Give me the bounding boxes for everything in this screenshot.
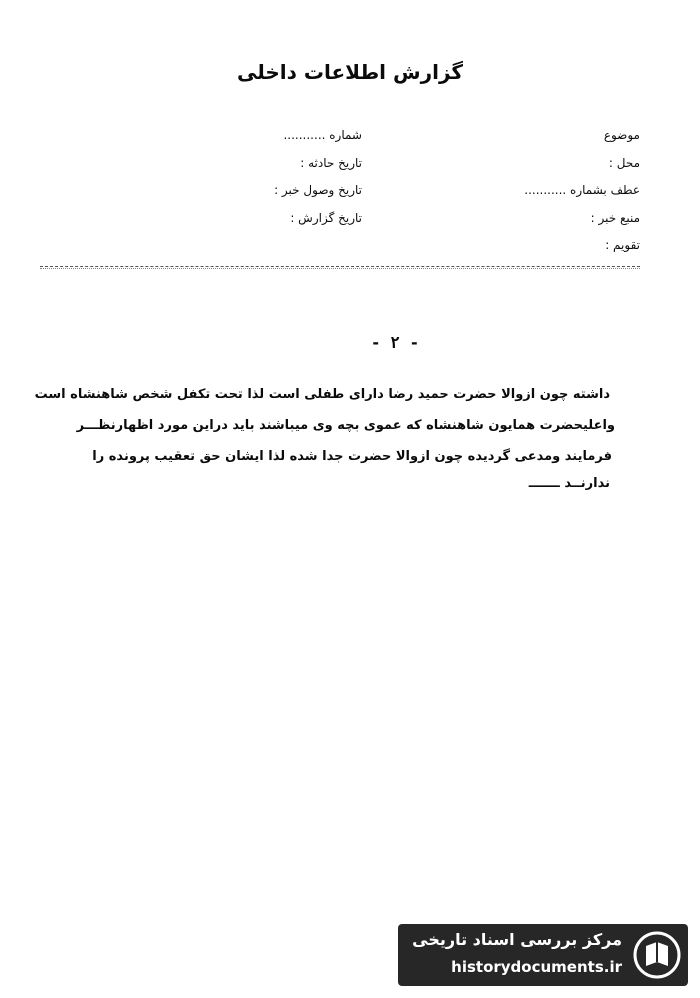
watermark-url: historydocuments.ir bbox=[451, 958, 622, 976]
reference-label: عطف بشماره ........... bbox=[524, 183, 640, 197]
subject-label: موضوع bbox=[603, 128, 640, 142]
document-title: گزارش اطلاعات داخلی bbox=[236, 60, 464, 84]
watermark-org-name: مرکز بررسی اسناد تاریخی bbox=[412, 930, 622, 949]
header-divider-shadow bbox=[40, 268, 640, 269]
assessment-label: تقویم : bbox=[605, 238, 640, 252]
number-label: شماره ........... bbox=[283, 128, 362, 142]
news-received-date-label: تاریخ وصول خبر : bbox=[274, 183, 362, 197]
location-label: محل : bbox=[608, 156, 640, 170]
body-line: داشته چون ازوالا حضرت حمید رضا دارای طفلی است لذا تحت تکفل شخص شاهنشاه است bbox=[34, 387, 610, 402]
body-line: ندارنــد ـــــــ bbox=[528, 476, 610, 491]
header-divider bbox=[40, 266, 640, 267]
incident-date-label: تاریخ حادثه : bbox=[300, 156, 362, 170]
watermark-banner bbox=[398, 924, 688, 986]
report-date-label: تاریخ گزارش : bbox=[290, 211, 362, 225]
book-icon bbox=[632, 930, 682, 980]
news-source-label: منبع خبر : bbox=[590, 211, 640, 225]
body-line: فرمایند ومدعی گردیده چون ازوالا حضرت جدا شده لذا ایشان حق تعقیب پرونده را bbox=[92, 449, 612, 464]
body-line: واعلیحضرت همایون شاهنشاه که عموی بچه وی میباشند باید دراین مورد اظهارنظـــر bbox=[76, 418, 615, 433]
page-number: - ۲ - bbox=[370, 333, 420, 352]
